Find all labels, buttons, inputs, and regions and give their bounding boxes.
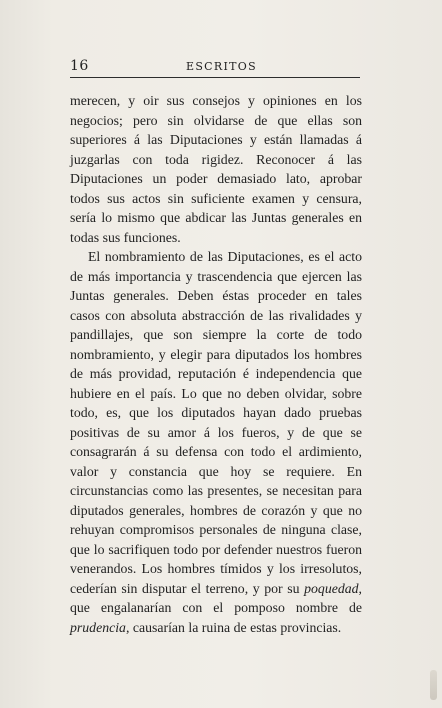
paragraph-text: El nombramiento de las Diputaciones, es el acto de más importancia y trascendencia que ejercen las Juntas generales. Deben éstas proceder en tales casos con absoluta abstracción de las rivalidades y pandillajes, que son siempre la corte de todo nombramiento, y elegir para diputados los hombres de más providad, reputación é independencia que hubiere en el país. Lo que no deben olvidar, sobre todo, es, que los diputados hayan dado pruebas positivas de su amor á los fueros, y de que se consagrarán á su defensa con todo el ardimiento, valor y constancia que hoy se requiere. En circunstancias como las presentes, se necesitan para diputados generales, hombres de corazón y que no rehuyan compromisos personales de ninguna clase, que lo sacrifiquen todo por defender nuestros fueron venerandos. Los hombres tímidos y los irresolutos, cederían sin disputar el terreno, y por su <box>70 249 362 596</box>
running-head: ESCRITOS <box>186 60 257 73</box>
italic-term-prudencia: prudencia <box>70 619 126 635</box>
paragraph-text: , que engalanarían con el pomposo nombre de <box>70 580 362 615</box>
page-number: 16 <box>70 58 89 74</box>
body-text <box>70 91 362 637</box>
paragraph-text: , causarían la ruina de estas provincias. <box>125 619 342 635</box>
paragraph: merecen, y oir sus consejos y opiniones en los negocios; pero sin olvidarse de que ellas son superiores á las Diputaciones y están llamadas á juzgarlas con toda rigidez. Reconocer á las Diputaciones un poder demasiado lato, aprobar todos sus actos sin suficiente examen y censura, sería lo mismo que abdicar las Juntas generales en todas sus funciones. <box>70 93 362 245</box>
page-edge-mark <box>430 670 437 700</box>
page-header <box>70 58 360 76</box>
header-rule <box>70 77 360 78</box>
paragraph <box>70 247 362 637</box>
italic-term-poquedad: poquedad <box>304 580 359 596</box>
